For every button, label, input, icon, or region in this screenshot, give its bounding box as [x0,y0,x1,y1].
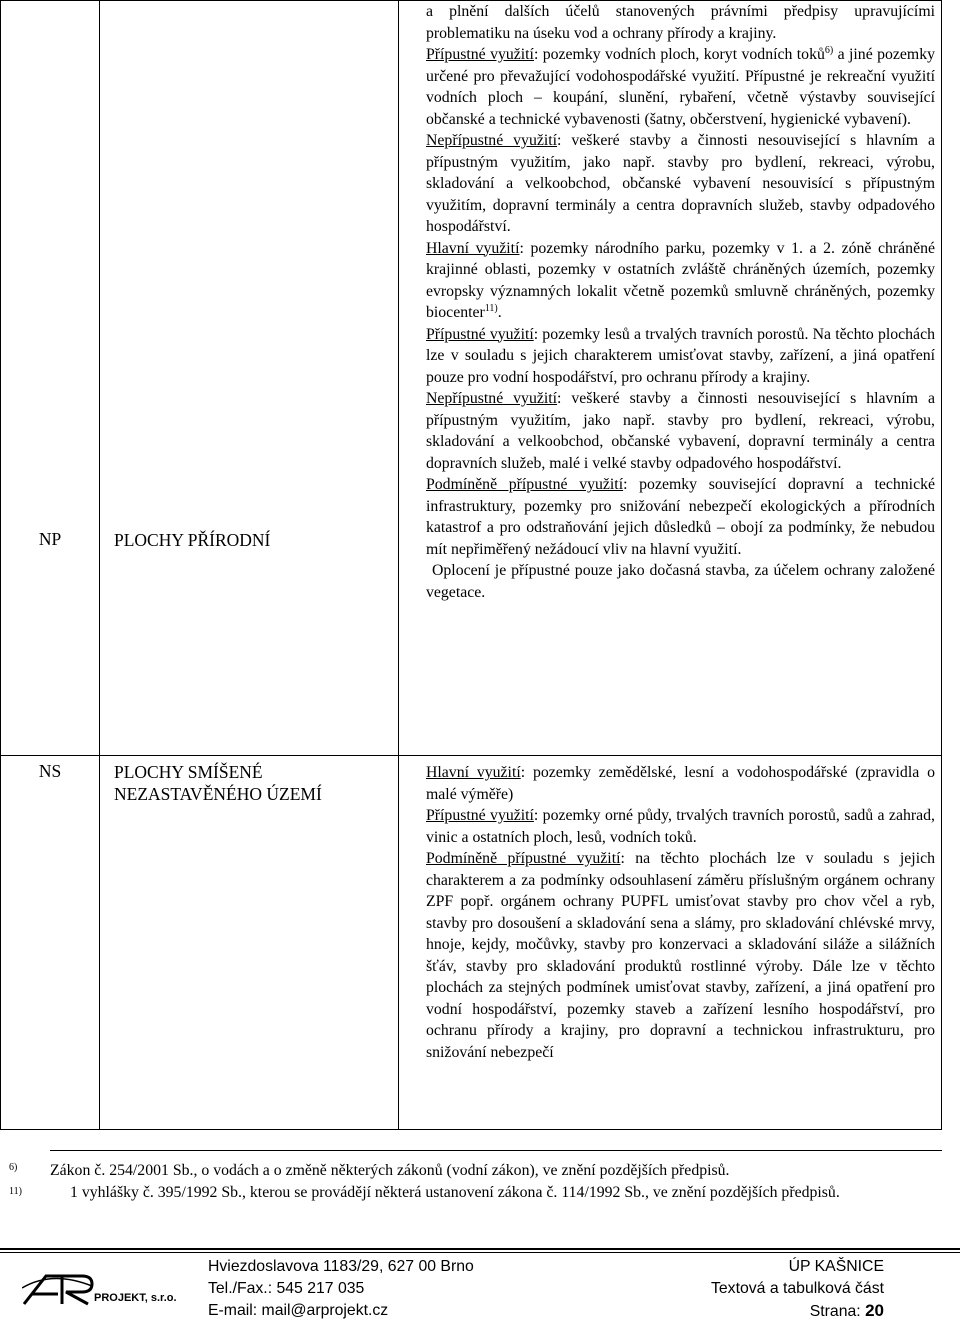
text: a jiné pozemky určené pro převažující vodohospodářské využití. Přípustné je rekreační využití vodních ploch – koupání, slunění, rybaření, včetně výstavby související občanské a technické vybavenosti (šatny, občerstvení, hygienické vybavení). [426,46,936,128]
label: Podmíněně přípustné využití [426,850,621,867]
text: : pozemky vodních ploch, koryt vodních toků [533,46,825,63]
label: Hlavní využití [426,239,520,257]
paragraph [426,474,935,560]
paragraph [426,324,935,389]
label: Přípustné využití [426,46,534,63]
footnote-ref: 11) [484,303,498,314]
project-name: ÚP KAŠNICE [788,1258,884,1275]
paragraph [426,388,935,474]
text: : pozemky národního parku, pozemky v 1. a 2. zóně chráněné krajinné oblasti, pozemky v ostatních zvláště chráněných územích, pozemky evropsky významných lokalit včetně pozemků smluvně chráněných, pozemky biocenter [426,239,935,321]
footnote-marks [9,1156,22,1204]
footnotes [50,1160,893,1203]
footnote-ref: 6) [824,45,834,56]
row-description [399,756,942,1130]
paragraph: Oplocení je přípustné pouze jako dočasná stavba, za účelem ochrany založené vegetace. [426,562,935,601]
footer-divider [0,1248,960,1250]
company-address [208,1256,474,1322]
paragraph [426,805,935,848]
paragraph [426,848,935,1063]
footnote-mark: 11) [9,1186,22,1197]
paragraph: a plnění dalších účelů stanovených právními předpisy upravujícími problematiku na úseku vod a ochrany přírody a krajiny. [426,3,935,42]
label: Přípustné využití [426,807,534,824]
text: : pozemky lesů a trvalých travních porostů. Na těchto plochách lze v souladu s jejich charakterem umisťovat stavby, zařízení, a jiná opatření pouze pro vodní hospodářství, pro ochranu přírody a krajiny. [426,325,935,386]
page-label: Strana: [809,1303,866,1320]
table-row [1,1,942,756]
text: : pozemky orné půdy, trvalých travních porostů, sadů a zahrad, vinic a ostatních ploch, lesů, vodních toků. [426,807,935,846]
text: : pozemky zemědělské, lesní a vodohospodářské (zpravidla o malé výměře) [426,764,935,803]
text: : veškeré stavby a činnosti nesouvisející s hlavním a přípustným využitím, jako např. stavby pro bydlení, rekreaci, výrobu, skladování a velkoobchod, občanské vybavení nesouvisící s přípustným využitím, dopravní terminály a centra dopravních služeb, stavby odpadového hospodářství. [426,132,935,235]
table-row [1,756,942,1130]
footnote-text: Zákon č. 254/2001 Sb., o vodách a o změně některých zákonů (vodní zákon), ve znění pozdějších předpisů. [50,1162,730,1179]
text: . [497,304,502,321]
label: Podmíněně přípustné využití [426,476,624,493]
label: Přípustné využití [426,325,534,343]
logo-text: PROJEKT, s.r.o. [94,1292,177,1304]
phone-line: Tel./Fax.: 545 217 035 [208,1280,365,1297]
paragraph [426,44,935,130]
text: : veškeré stavby a činnosti nesouvisející s hlavním a přípustným využitím, jako např. stavby pro bydlení, rekreaci, výrobu, skladování a velkoobchod, občanské vybavení, dopravní terminály a centra dopravních služeb, malé i velké stavby odpadového hospodářství. [426,390,935,472]
address-line: Hviezdoslavova 1183/29, 627 00 Brno [208,1258,474,1275]
paragraph [426,238,935,324]
section-name: Textová a tabulková část [711,1280,884,1297]
row-name: PLOCHY PŘÍRODNÍ [100,1,399,756]
label: Nepřípustné využití [426,132,558,149]
page-number [711,1300,884,1323]
footnote-mark: 6) [9,1162,18,1173]
row-description [399,1,942,756]
text: : pozemky související dopravní a technické infrastruktury, pozemky pro snižování nebezpečí ekologických a přírodních katastrof a pro odstraňování jejich důsledků – obojí za podmínky, že nebudou mít nepřiměřený nežádoucí vliv na hlavní využití. [426,476,935,558]
project-info [711,1256,884,1323]
footnote-divider [50,1150,942,1151]
label: Hlavní využití [426,764,521,781]
row-code: NS [1,756,100,1130]
footnote-text: 1 vyhlášky č. 395/1992 Sb., kterou se provádějí některá ustanovení zákona č. 114/1992 Sb., ve znění pozdějších předpisů. [70,1183,840,1201]
text: : na těchto plochách lze v souladu s jejich charakterem a za podmínky odsouhlasení záměru příslušným orgánem ochrany ZPF popř. orgánem ochrany PUPFL umisťovat stavby pro chov včel a ryb, stavby pro dosoušení a skladování sena a slámy, pro skladování chlévské mrvy, hnoje, kejdy, močůvky, stavby pro konzervaci a skladování siláže a silážních šťáv, stavby pro skladování produktů rostlinné výroby. Dále lze v těchto plochách za stejných podmínek umisťovat stavby, zařízení, a jiná opatření pro vodní hospodářství, pozemky staveb a zařízení lesního hospodářství, pro ochranu přírody a krajiny, pro dopravní a technickou infrastrukturu, pro snižování nebezpečí [426,850,935,1061]
row-code: NP [1,1,100,756]
email-line: E-mail: mail@arprojekt.cz [208,1302,389,1319]
paragraph [426,762,935,805]
page-value: 20 [865,1301,884,1320]
footer-divider [0,1252,960,1253]
paragraph [426,130,935,238]
row-name: PLOCHY SMÍŠENÉ NEZASTAVĚNÉHO ÚZEMÍ [100,756,399,1130]
label: Nepřípustné využití [426,390,558,407]
